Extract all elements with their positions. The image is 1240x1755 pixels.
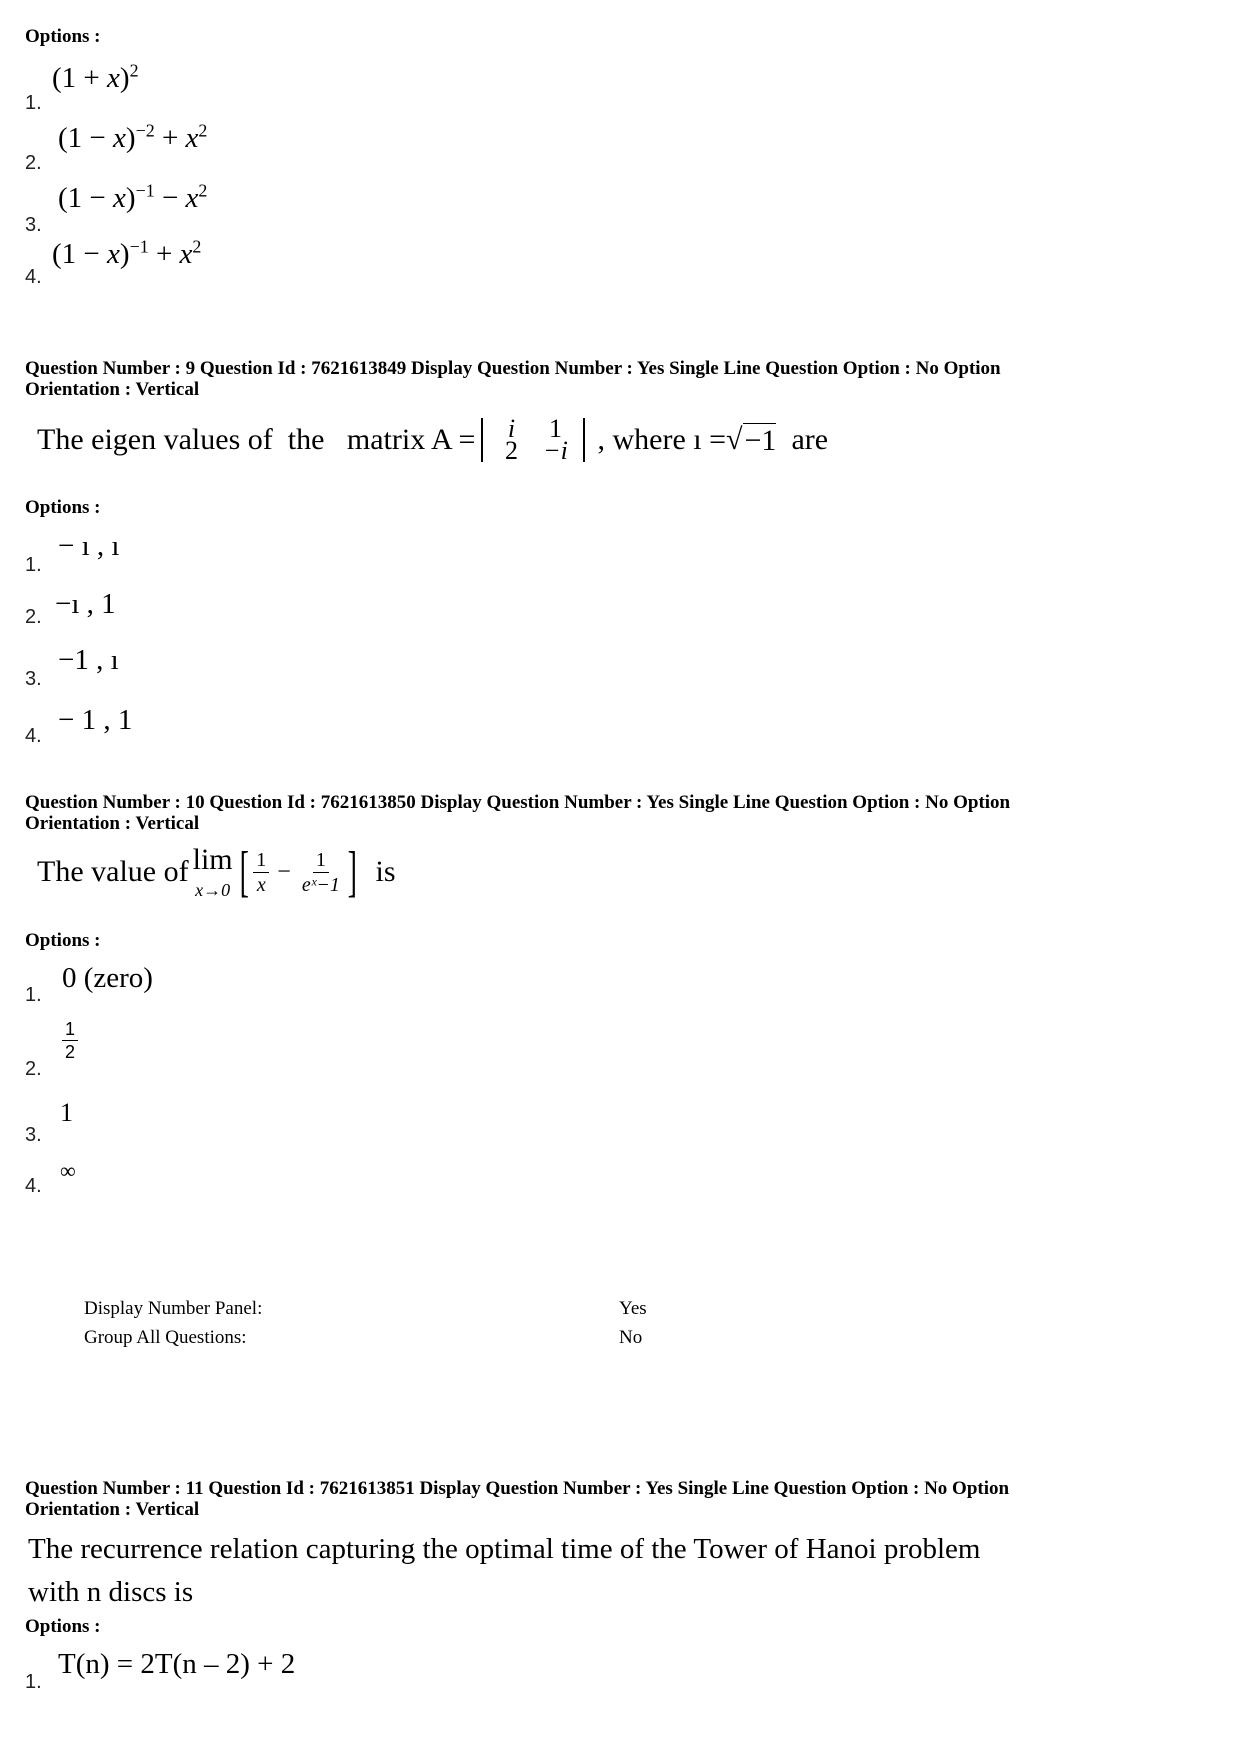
fraction-denominator: 2 bbox=[65, 1042, 76, 1062]
options-label: Options : bbox=[25, 1616, 101, 1637]
meta-line: Orientation : Vertical bbox=[25, 379, 200, 400]
matrix-cell: −i bbox=[543, 436, 568, 465]
limit bbox=[193, 845, 233, 899]
option-text: − 1 , 1 bbox=[58, 704, 133, 736]
right-bracket: ] bbox=[347, 841, 357, 903]
fraction bbox=[62, 1020, 78, 1061]
option-text: −ı , 1 bbox=[55, 588, 116, 620]
fraction bbox=[299, 850, 343, 895]
stem-text: , where bbox=[597, 423, 694, 456]
option-number: 3. bbox=[25, 668, 42, 690]
options-label: Options : bbox=[25, 497, 101, 518]
stem-line: The recurrence relation capturing the optimal time of the Tower of Hanoi problem bbox=[28, 1533, 981, 1565]
fraction-numerator: 1 bbox=[62, 1020, 78, 1041]
meta-line: Question Number : 11 Question Id : 7621613851 Display Question Number : Yes Single Line Question Option : No Option bbox=[25, 1478, 1010, 1499]
option-number: 1. bbox=[25, 1671, 42, 1693]
option-text: $(1 - x)^{-2} + x^2$ bbox=[58, 120, 208, 154]
stem-text: are bbox=[776, 423, 829, 456]
meta-line: Question Number : 10 Question Id : 7621613850 Display Question Number : Yes Single Line Question Option : No Option bbox=[25, 792, 1011, 813]
fraction-denominator: eˣ−1 bbox=[301, 873, 340, 896]
option-number: 2. bbox=[25, 1058, 42, 1080]
option-text: T(n) = 2T(n – 2) + 2 bbox=[58, 1648, 296, 1680]
meta-line: Orientation : Vertical bbox=[25, 813, 200, 834]
options-label: Options : bbox=[25, 26, 101, 47]
question-stem bbox=[37, 840, 396, 904]
left-bracket: [ bbox=[239, 841, 249, 903]
minus-sign: − bbox=[277, 858, 291, 885]
option-number: 4. bbox=[25, 1175, 42, 1197]
fraction bbox=[253, 850, 269, 895]
option-number: 4. bbox=[25, 266, 42, 288]
stem-text: = bbox=[701, 423, 727, 456]
limit-subscript: x→0 bbox=[195, 880, 231, 900]
option-number: 2. bbox=[25, 606, 42, 628]
matrix-cell: 2 bbox=[504, 436, 518, 465]
sqrt-sign: √ bbox=[726, 423, 743, 456]
option-number: 1. bbox=[25, 984, 42, 1006]
question-meta bbox=[25, 358, 1225, 400]
options-label: Options : bbox=[25, 930, 101, 951]
stem-text: The eigen values of the matrix A = bbox=[37, 423, 476, 456]
option-number: 3. bbox=[25, 1124, 42, 1146]
option-text: $(1 - x)^{-1} + x^2$ bbox=[52, 236, 202, 270]
question-meta bbox=[25, 792, 1225, 834]
matrix bbox=[481, 414, 585, 465]
question-meta bbox=[25, 1478, 1225, 1520]
option-text: − ı , ı bbox=[58, 530, 120, 562]
option-number: 1. bbox=[25, 554, 42, 576]
fraction-numerator: 1 bbox=[253, 850, 269, 873]
option-text: −1 , ı bbox=[58, 644, 119, 676]
question-stem bbox=[37, 414, 829, 465]
group-all-questions-value: No bbox=[619, 1327, 643, 1348]
sqrt-radicand: −1 bbox=[744, 423, 777, 457]
option-number: 3. bbox=[25, 214, 42, 236]
stem-line: with n discs is bbox=[28, 1576, 194, 1608]
meta-line: Orientation : Vertical bbox=[25, 1499, 200, 1520]
stem-text: ı bbox=[693, 423, 702, 456]
option-number: 1. bbox=[25, 92, 42, 114]
option-number: 4. bbox=[25, 725, 42, 747]
option-text: 1 bbox=[60, 1098, 73, 1127]
fraction-denominator: x bbox=[256, 873, 266, 896]
fraction-numerator: 1 bbox=[313, 850, 329, 873]
option-text: $(1 - x)^{-1} - x^2$ bbox=[58, 180, 208, 214]
stem-text: is bbox=[375, 855, 396, 888]
display-number-panel-value: Yes bbox=[619, 1298, 647, 1319]
matrix-cell: i bbox=[507, 414, 516, 443]
stem-text: The value of bbox=[37, 855, 189, 888]
matrix-cell: 1 bbox=[548, 414, 562, 443]
option-text: ∞ bbox=[60, 1158, 76, 1183]
option-text: 0 (zero) bbox=[62, 962, 153, 994]
option-text: $(1 + x)^2$ bbox=[52, 60, 139, 94]
meta-line: Question Number : 9 Question Id : 7621613849 Display Question Number : Yes Single Line Question Option : No Option bbox=[25, 358, 1001, 379]
option-fraction bbox=[62, 1020, 78, 1061]
question-stem bbox=[28, 1528, 980, 1614]
group-all-questions-label: Group All Questions: bbox=[84, 1327, 247, 1348]
display-number-panel-label: Display Number Panel: bbox=[84, 1298, 263, 1319]
limit-word: lim bbox=[192, 843, 233, 876]
option-number: 2. bbox=[25, 152, 42, 174]
